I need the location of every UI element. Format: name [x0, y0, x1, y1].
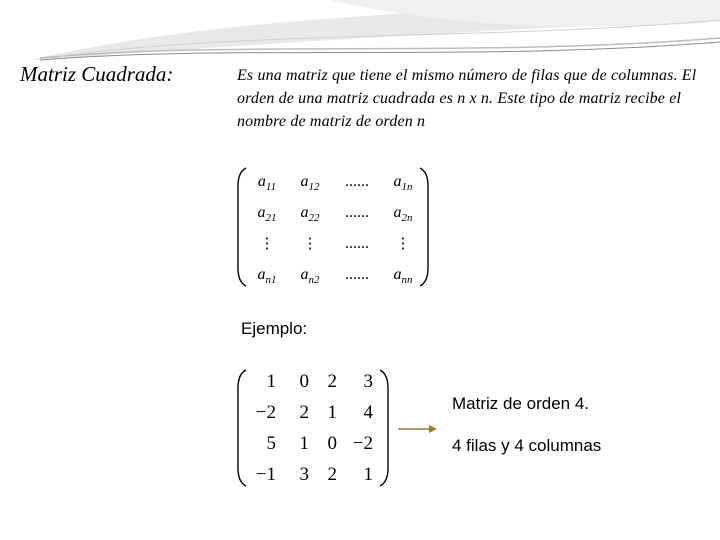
matrix-entry: $a_{2n}$: [393, 203, 413, 224]
example-matrix-row: [244, 397, 373, 428]
matrix-value: 3: [299, 463, 309, 485]
matrix-value: 2: [299, 401, 309, 423]
example-matrix-row: [244, 366, 373, 397]
matrix-entry: $a_{12}$: [300, 172, 320, 193]
matrix-value: −1: [255, 463, 276, 485]
matrix-value: −2: [255, 401, 276, 423]
matrix-ellipsis: ......: [345, 203, 369, 221]
matrix-ellipsis: ......: [345, 172, 369, 190]
header-swoosh-decoration: [0, 0, 720, 70]
example-size-note: 4 filas y 4 columnas: [452, 436, 602, 455]
matrix-value: 1: [363, 463, 373, 485]
example-label: Ejemplo:: [241, 319, 308, 338]
matrix-entry: $a_{22}$: [300, 203, 320, 224]
example-order-note: Matriz de orden 4.: [452, 394, 590, 413]
matrix-value: 1: [327, 401, 337, 423]
matrix-entry: $a_{1n}$: [393, 172, 413, 193]
matrix-ellipsis: ......: [345, 234, 369, 252]
general-matrix-row: [246, 197, 424, 228]
example-matrix-row: [244, 428, 373, 459]
example-matrix-right-bracket: [378, 368, 390, 488]
example-matrix-row: [244, 459, 373, 490]
vertical-dots: ⋮: [302, 236, 318, 252]
matrix-value: 2: [327, 370, 337, 392]
matrix-entry: $a_{n1}$: [257, 265, 277, 286]
slide-title: Matriz Cuadrada:: [20, 62, 174, 86]
matrix-value: 1: [266, 370, 276, 392]
matrix-entry: $a_{21}$: [257, 203, 277, 224]
matrix-value: 0: [327, 432, 337, 454]
matrix-entry: $a_{nn}$: [393, 265, 413, 286]
vertical-dots: ⋮: [259, 236, 275, 252]
matrix-value: 1: [299, 432, 309, 454]
matrix-entry: $a_{11}$: [257, 172, 277, 193]
general-matrix-row: [246, 228, 424, 259]
definition-text: Es una matriz que tiene el mismo número de filas que de columnas. El orden de una matriz cuadrada es n x n. Este tipo de matriz recibe el nombre de matriz de orden n: [237, 67, 697, 130]
matrix-value: 4: [363, 401, 373, 423]
matrix-value: −2: [352, 432, 373, 454]
general-matrix: [246, 166, 424, 290]
general-matrix-row: [246, 259, 424, 290]
matrix-value: 2: [327, 463, 337, 485]
vertical-dots: ⋮: [395, 236, 411, 252]
arrow-right-icon: [398, 424, 438, 434]
matrix-entry: $a_{n2}$: [300, 265, 320, 286]
example-matrix: [244, 366, 373, 490]
matrix-value: 5: [266, 432, 276, 454]
matrix-ellipsis: ......: [345, 265, 369, 283]
matrix-value: 3: [363, 370, 373, 392]
matrix-value: 0: [299, 370, 309, 392]
general-matrix-row: [246, 166, 424, 197]
